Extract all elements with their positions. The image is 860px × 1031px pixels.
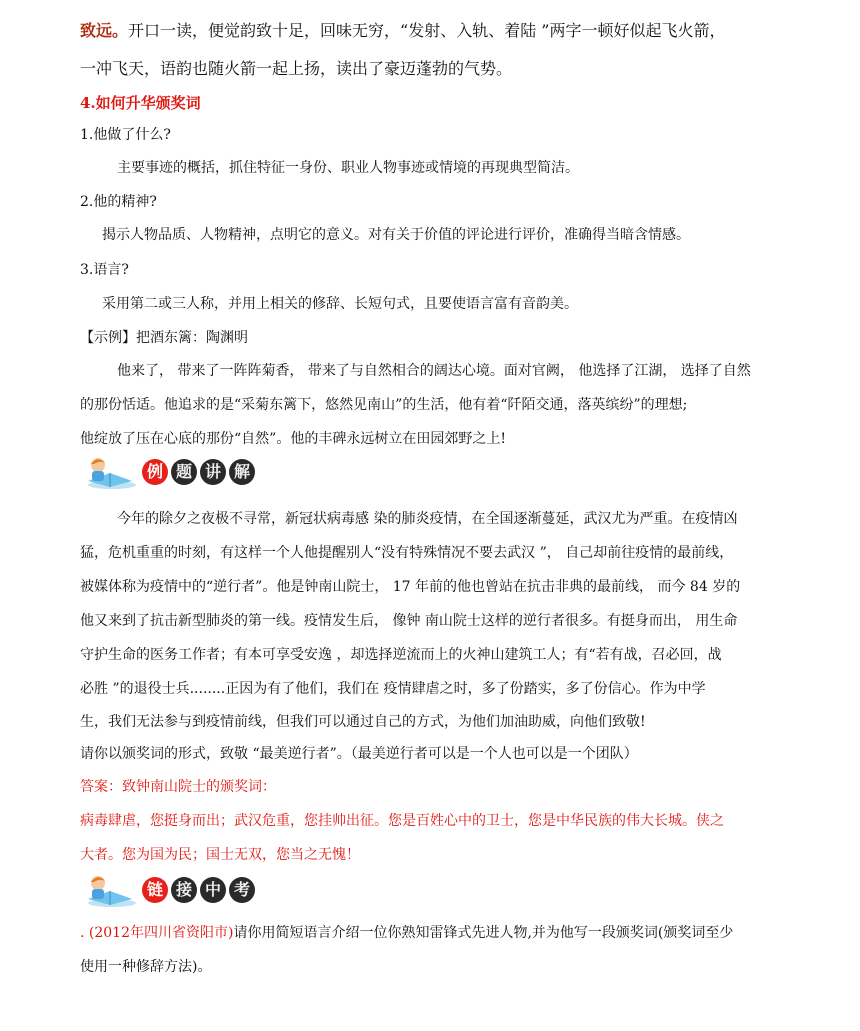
banner-char: 讲: [200, 459, 226, 485]
exam-question-line-1: [80, 922, 733, 942]
banner-char: 中: [200, 877, 226, 903]
question-line: 生，我们无法参与到疫情前线，但我们可以通过自己的方式，为他们加油助威，向他们致敬!: [80, 714, 646, 730]
question-prompt: 请你以颁奖词的形式，致敬 “最美逆行者”。（最美逆行者可以是一个人也可以是一个团队）: [80, 746, 638, 762]
lead-phrase: 致远。: [80, 21, 129, 40]
question-line: 他又来到了抗击新型肺炎的第一线。疫情发生后， 像钟 南山院士这样的逆行者很多。有挺身而出， 用生命: [80, 613, 738, 629]
banner-char: 考: [229, 877, 255, 903]
top-paragraph-text: 开口一读，便觉韵致十足，回味无穷，“发射、入轨、着陆 ”两字一顿好似起飞火箭，: [128, 21, 726, 40]
banner-char: 链: [142, 877, 168, 903]
banner-char: 题: [171, 459, 197, 485]
question-line: 猛，危机重重的时刻，有这样一个人他提醒别人“没有特殊情况不要去武汉 ”， 自己却前往疫情的最前线，: [80, 545, 734, 561]
section-heading: 4.如何升华颁奖词: [80, 94, 201, 112]
top-paragraph-line-1: [80, 18, 725, 41]
answer-line: 病毒肆虐，您挺身而出；武汉危重，您挂帅出征。您是百姓心中的卫士，您是中华民族的伟大长城。侠之: [80, 813, 724, 829]
reading-child-icon: [80, 873, 136, 909]
answer-label: 答案：致钟南山院士的颁奖词：: [80, 779, 276, 795]
question-line: 今年的除夕之夜极不寻常，新冠状病毒感 染的肺炎疫情，在全国逐渐蔓延，武汉尤为严重。在疫情凶: [117, 511, 738, 527]
banner-char: 接: [171, 877, 197, 903]
exam-question-text: 请你用简短语言介绍一位你熟知雷锋式先进人物,并为他写一段颁奖词(颁奖词至少: [233, 925, 734, 941]
question-1: 1.他做了什么?: [80, 127, 171, 143]
answer-2: 揭示人物品质、人物精神，点明它的意义。对有关于价值的评论进行评价，准确得当暗含情感。: [102, 227, 690, 243]
section-banner-example: [80, 455, 260, 491]
example-line: 他来了， 带来了一阵阵菊香， 带来了与自然相合的阔达心境。面对官阙， 他选择了江湖， 选择了自然: [117, 363, 751, 379]
answer-3: 采用第二或三人称，并用上相关的修辞、长短句式，且要使语言富有音韵美。: [102, 296, 578, 312]
banner-char: 例: [142, 459, 168, 485]
answer-1: 主要事迹的概括，抓住特征一身份、职业人物事迹或情境的再现典型简洁。: [117, 160, 579, 176]
example-line: 他绽放了压在心底的那份“自然”。他的丰碑永远树立在田园郊野之上!: [80, 431, 506, 447]
question-line: 被媒体称为疫情中的“逆行者”。他是钟南山院士， 17 年前的他也曾站在抗击非典的最前线， 而今 84 岁的: [80, 579, 741, 595]
answer-line: 大者。您为国为民；国士无双，您当之无愧！: [80, 847, 360, 863]
example-line: 的那份恬适。他追求的是“采菊东篱下，悠然见南山”的生活，他有着“阡陌交通，落英缤纷”的理想;: [80, 397, 688, 413]
section-banner-exam-link: [80, 873, 260, 909]
reading-child-icon: [80, 455, 136, 491]
top-paragraph-line-2: 一冲飞天，语韵也随火箭一起上扬，读出了豪迈蓬勃的气势。: [80, 59, 513, 78]
exam-source: . (2012年四川省资阳市): [80, 925, 234, 941]
exam-question-line-2: 使用一种修辞方法)。: [80, 959, 212, 975]
banner-char: 解: [229, 459, 255, 485]
example-title: 【示例】把酒东篱：陶渊明: [80, 330, 248, 346]
question-line: 守护生命的医务工作者；有本可享受安逸 ，却选择逆流而上的火神山建筑工人；有“若有战，召必回，战: [80, 647, 722, 663]
question-3: 3.语言?: [80, 262, 129, 278]
question-line: 必胜 ”的退役士兵........正因为有了他们，我们在 疫情肆虐之时，多了份踏实，多了份信心。作为中学: [80, 681, 706, 697]
question-2: 2.他的精神?: [80, 194, 157, 210]
